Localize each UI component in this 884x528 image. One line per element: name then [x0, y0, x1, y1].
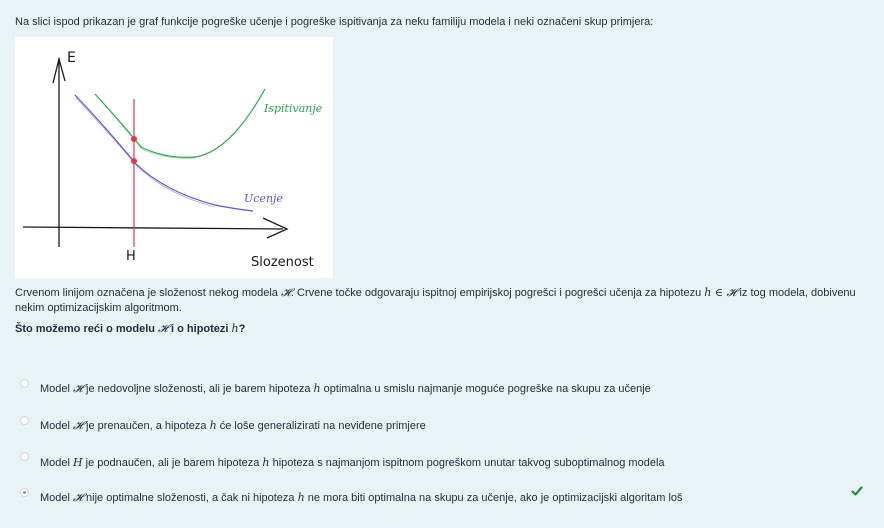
train-curve-label: Ucenje [244, 192, 283, 205]
answer-option-label: Model 𝓗 je nedovoljne složenosti, ali je barem hipoteza h optimalna u smislu najmanje moguće pogreške na skupu za učenje [40, 382, 651, 395]
math-hypothesis-symbol: h [231, 322, 239, 335]
answer-radio[interactable] [20, 416, 29, 425]
training-error-curve [75, 95, 253, 211]
math-hypothesis-symbol: h [704, 286, 712, 299]
x-axis [23, 227, 283, 229]
question-intro: Na slici ispod prikazan je graf funkcije pogreške učenje i pogreške ispitivanja za neku familiju modela i neki označeni skup primjera: [15, 16, 654, 28]
math-model-symbol: 𝓗 [280, 286, 291, 299]
answer-option-label: Model 𝓗 je prenaučen, a hipoteza h će loše generalizirati na neviđene primjere [40, 419, 426, 432]
y-axis-label: E [67, 50, 76, 66]
error-graph-figure [15, 37, 333, 278]
check-icon [851, 485, 863, 497]
answer-radio[interactable] [20, 452, 29, 461]
question-description: Crvenom linijom označena je složenost nekog modela 𝓗. Crvene točke odgovaraju ispitnoj empirijskoj pogrešci i pogrešci učenja za hipotezu h ∈ 𝓗 iz tog modela, dobivenu nekim optimizacijskim algoritmom. [15, 286, 856, 314]
x-axis-arrow [263, 218, 287, 238]
answer-option-2[interactable] [20, 417, 426, 435]
test-curve-label: Ispitivanje [264, 102, 323, 115]
answer-option-3[interactable] [20, 453, 665, 471]
math-model-symbol: 𝓗 [158, 322, 168, 335]
answer-option-1[interactable] [20, 380, 651, 398]
answer-option-4[interactable] [20, 489, 683, 507]
answer-option-label: Model 𝓗 nije optimalne složenosti, a čak ni hipoteza h ne mora biti optimalna na skupu za učenje, ako je optimizacijski algoritam loš [40, 491, 683, 504]
x-axis-label: Slozenost [251, 255, 314, 270]
question-prompt: Što možemo reći o modelu 𝓗 i o hipotezi h? [15, 322, 246, 335]
answer-radio[interactable] [20, 379, 29, 388]
test-error-point [131, 136, 137, 142]
answer-option-label: Model H je podnaučen, ali je barem hipoteza h hipoteza s najmanjom ispitnom pogreškom unutar takvog suboptimalnog modela [40, 455, 665, 469]
marker-label: H [126, 249, 136, 264]
training-error-point [131, 158, 137, 164]
math-model-symbol: 𝓗 [726, 286, 737, 299]
answer-radio-selected[interactable] [20, 488, 29, 497]
